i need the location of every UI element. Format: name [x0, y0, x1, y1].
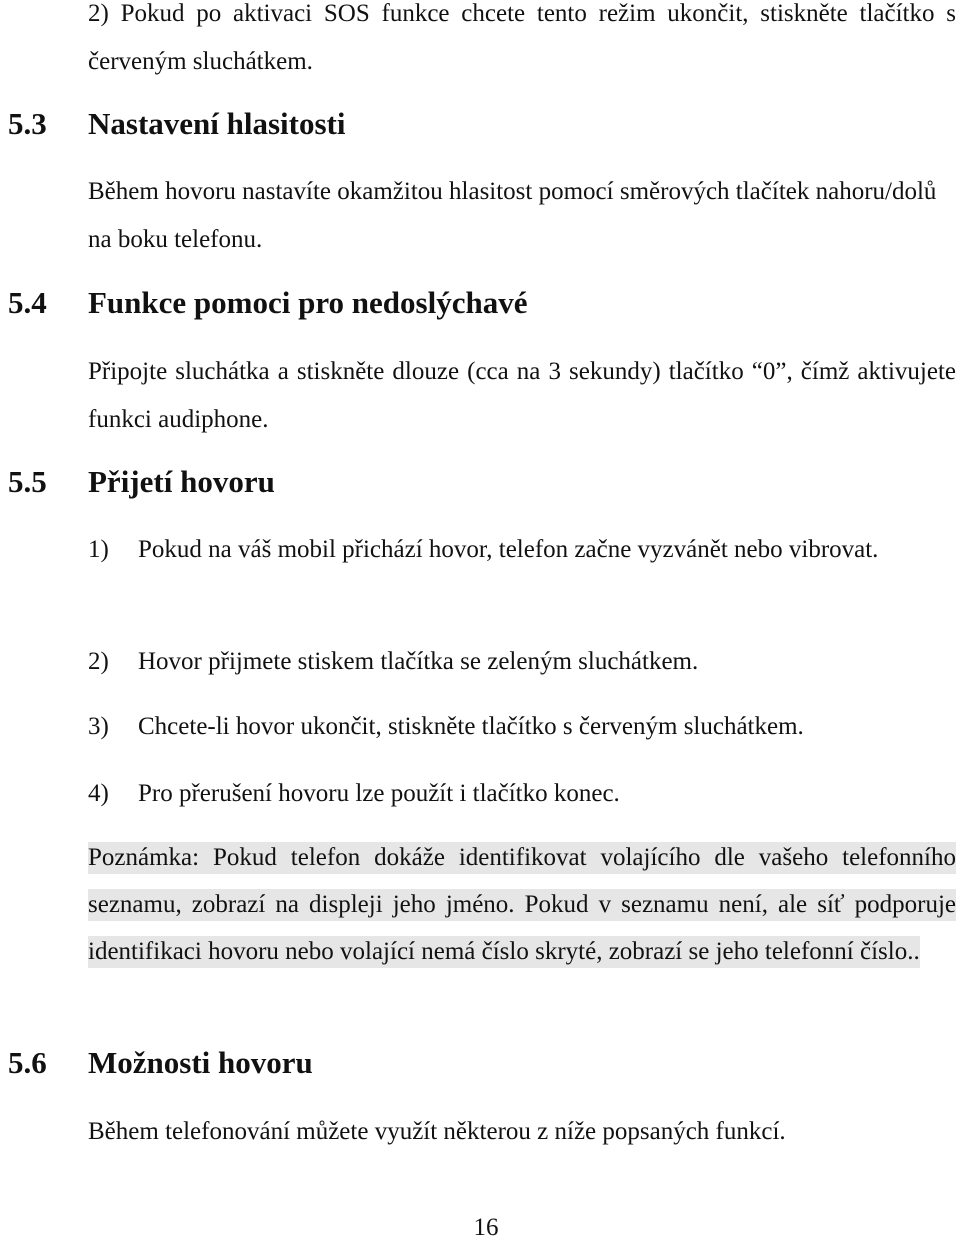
- list-marker: 1): [88, 536, 109, 563]
- list-item: [88, 770, 956, 818]
- section-number: 5.5: [8, 464, 47, 499]
- section-5-5-heading: [8, 462, 275, 502]
- note-highlight: Poznámka: Pokud telefon dokáže identifikovat volajícího dle vašeho telefonního seznamu, zobrazí na displeji jeho jméno. Pokud v seznamu není, ale síť podporuje identifikaci hovoru nebo volající nemá číslo skryté, zobrazí se jeho telefonní číslo..: [88, 842, 956, 968]
- list-item-text: Hovor přijmete stiskem tlačítka se zeleným sluchátkem.: [138, 648, 699, 675]
- list-item: [88, 703, 956, 751]
- section-title: Možnosti hovoru: [88, 1045, 313, 1080]
- list-item-text: Pro přerušení hovoru lze použít i tlačítko konec.: [138, 780, 620, 807]
- section-5-3-heading: [8, 104, 346, 144]
- list-item: [88, 638, 956, 686]
- section-5-4-paragraph: Připojte sluchátka a stiskněte dlouze (cca na 3 sekundy) tlačítko “0”, čímž aktivujete funkci audiphone.: [88, 358, 956, 433]
- section-5-3-paragraph: Během hovoru nastavíte okamžitou hlasitost pomocí směrových tlačítek nahoru/dolů na boku telefonu.: [88, 178, 937, 253]
- section-5-6-heading: [8, 1043, 313, 1083]
- intro-paragraph: 2) Pokud po aktivaci SOS funkce chcete tento režim ukončit, stiskněte tlačítko s červeným sluchátkem.: [88, 0, 956, 75]
- list-item: [88, 526, 956, 574]
- section-number: 5.4: [8, 285, 47, 320]
- section-title: Nastavení hlasitosti: [88, 106, 346, 141]
- section-5-6-paragraph: Během telefonování můžete využít některou z níže popsaných funkcí.: [88, 1118, 786, 1145]
- page-number: 16: [473, 1214, 499, 1241]
- section-5-4-heading: [8, 283, 527, 323]
- section-number: 5.3: [8, 106, 47, 141]
- list-item-text: Pokud na váš mobil přichází hovor, telefon začne vyzvánět nebo vibrovat.: [138, 536, 879, 563]
- list-marker: 3): [88, 713, 109, 740]
- list-marker: 2): [88, 648, 109, 675]
- note-paragraph: [88, 834, 956, 975]
- section-number: 5.6: [8, 1045, 47, 1080]
- list-marker: 4): [88, 780, 109, 807]
- section-title: Funkce pomoci pro nedoslýchavé: [88, 285, 528, 320]
- section-title: Přijetí hovoru: [88, 464, 275, 499]
- list-item-text: Chcete-li hovor ukončit, stiskněte tlačítko s červeným sluchátkem.: [138, 713, 804, 740]
